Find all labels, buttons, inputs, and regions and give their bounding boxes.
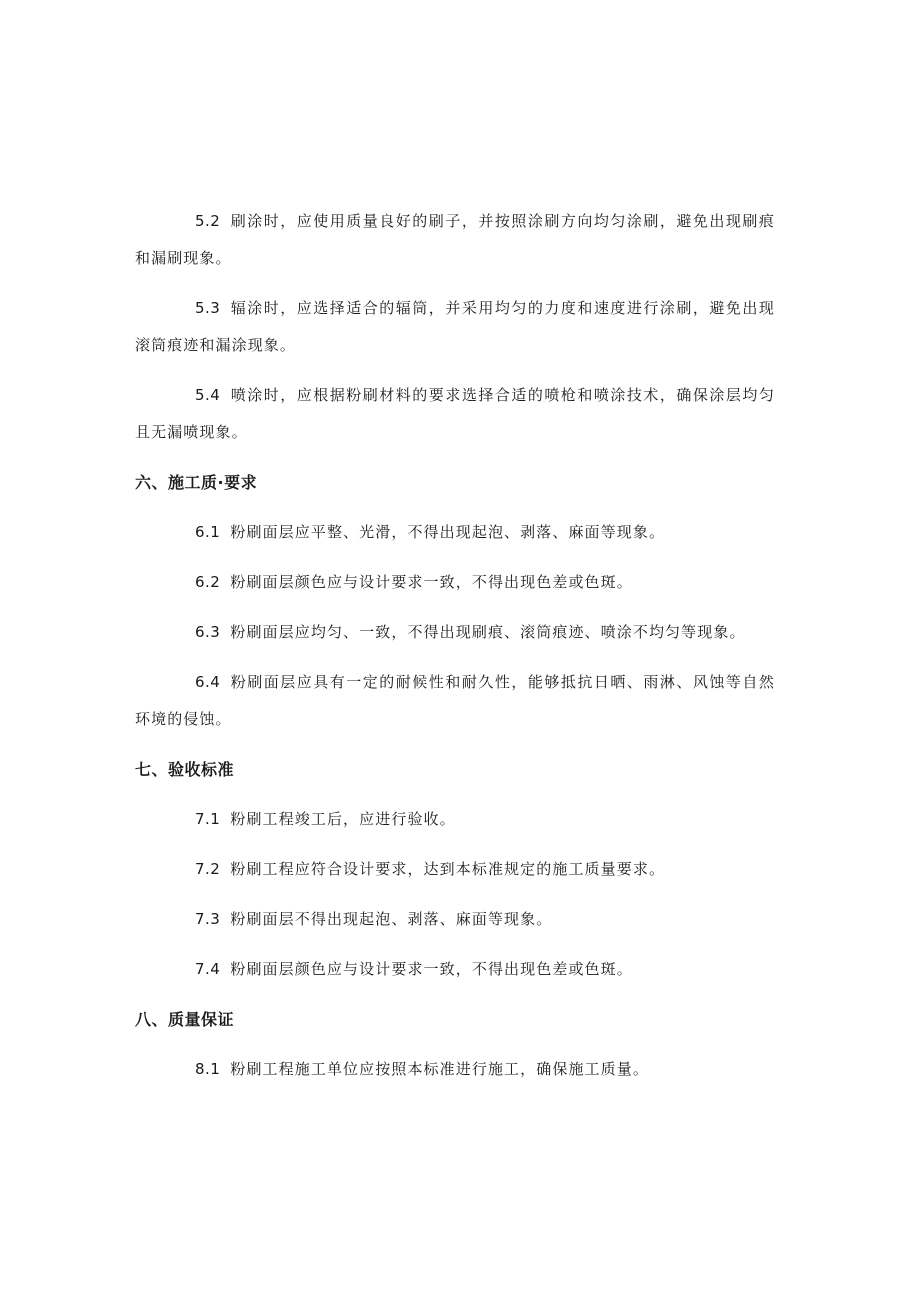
- clause-7-3: [135, 901, 775, 938]
- clause-text: 粉刷面层颜色应与设计要求一致，不得出现色差或色斑。: [230, 960, 633, 978]
- clause-number: 7.2: [195, 860, 221, 878]
- clause-text: 粉刷工程施工单位应按照本标准进行施工，确保施工质量。: [230, 1060, 649, 1078]
- clause-text: 粉刷面层不得出现起泡、剥落、麻面等现象。: [230, 910, 553, 928]
- clause-5-3: [135, 290, 775, 364]
- clause-number: 6.2: [195, 573, 221, 591]
- clause-number: 8.1: [195, 1060, 221, 1078]
- document-body: [135, 203, 775, 1101]
- clause-7-4: [135, 951, 775, 988]
- clause-number: 5.3: [195, 299, 221, 317]
- clause-number: 5.2: [195, 212, 221, 230]
- clause-6-2: [135, 564, 775, 601]
- section-heading-8: 八、质量保证: [135, 1010, 235, 1029]
- clause-text: 粉刷工程应符合设计要求，达到本标准规定的施工质量要求。: [230, 860, 666, 878]
- section-heading-7: 七、验收标准: [135, 760, 235, 779]
- clause-8-1: [135, 1051, 775, 1088]
- clause-text: 粉刷面层应平整、光滑，不得出现起泡、剥落、麻面等现象。: [230, 523, 666, 541]
- clause-number: 6.4: [195, 673, 221, 691]
- clause-6-3: [135, 614, 775, 651]
- clause-text: 粉刷面层应具有一定的耐候性和耐久性，能够抵抗日晒、雨淋、风蚀等自然环境的侵蚀。: [135, 673, 775, 728]
- clause-number: 7.1: [195, 810, 221, 828]
- clause-text: 粉刷面层应均匀、一致，不得出现刷痕、滚筒痕迹、喷涂不均匀等现象。: [230, 623, 746, 641]
- clause-text: 刷涂时，应使用质量良好的刷子，并按照涂刷方向均匀涂刷，避免出现刷痕和漏刷现象。: [135, 212, 775, 267]
- clause-number: 6.1: [195, 523, 221, 541]
- clause-7-1: [135, 801, 775, 838]
- clause-number: 7.4: [195, 960, 221, 978]
- clause-6-4: [135, 664, 775, 738]
- section-heading-6: 六、施工质·要求: [135, 473, 258, 492]
- clause-text: 粉刷工程竣工后，应进行验收。: [230, 810, 456, 828]
- clause-number: 7.3: [195, 910, 221, 928]
- clause-text: 辐涂时，应选择适合的辐筒，并采用均匀的力度和速度进行涂刷，避免出现滚筒痕迹和漏涂现象。: [135, 299, 775, 354]
- clause-text: 粉刷面层颜色应与设计要求一致，不得出现色差或色斑。: [230, 573, 633, 591]
- clause-5-4: [135, 377, 775, 451]
- clause-5-2: [135, 203, 775, 277]
- clause-6-1: [135, 514, 775, 551]
- clause-text: 喷涂时，应根据粉刷材料的要求选择合适的喷枪和喷涂技术，确保涂层均匀且无漏喷现象。: [135, 386, 775, 441]
- clause-number: 5.4: [195, 386, 221, 404]
- clause-7-2: [135, 851, 775, 888]
- clause-number: 6.3: [195, 623, 221, 641]
